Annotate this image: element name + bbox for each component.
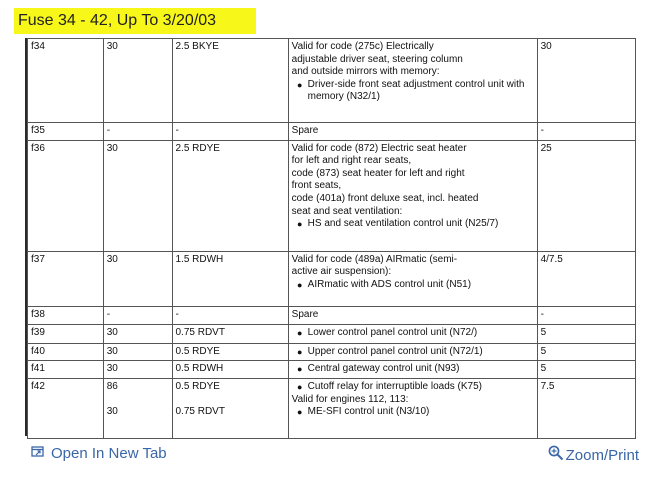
bullet-text: ME-SFI control unit (N3/10) [307, 406, 430, 418]
wire-cell [172, 251, 288, 306]
fuse-number-cell: f37 [28, 251, 104, 306]
description-cell [288, 140, 537, 251]
cell-line: 2.5 RDYE [175, 142, 220, 154]
description-cell [288, 123, 537, 141]
cell-line [107, 394, 169, 407]
cell-line: for left and right rear seats, [291, 155, 412, 167]
cell-line: adjustable driver seat, steering column [291, 53, 463, 65]
bullet-item [292, 406, 534, 419]
cell-line: Valid for code (489a) AIRmatic (semi- [291, 253, 458, 265]
cell-line: code (401a) front deluxe seat, incl. heated [291, 192, 479, 204]
bullet-icon: ● [296, 382, 303, 393]
wire-cell [172, 39, 288, 123]
table-row [28, 343, 636, 361]
cell-line: and outside mirrors with memory: [291, 66, 440, 78]
bullet-icon: ● [296, 327, 303, 338]
description-cell [288, 251, 537, 306]
bullet-item [292, 327, 534, 340]
wire-cell [172, 324, 288, 343]
amperage-cell [103, 343, 172, 361]
fuse-value-cell: - [537, 306, 635, 324]
zoom-print-link[interactable] [548, 445, 639, 465]
table-row [28, 140, 636, 251]
wire-cell [172, 123, 288, 141]
bullet-item [292, 279, 534, 292]
amperage-cell [103, 324, 172, 343]
fuse-number-cell: f34 [28, 39, 104, 123]
cell-line: 30 [106, 253, 118, 265]
bullet-text: Driver-side front seat adjustment control unit with memory (N32/1) [307, 78, 525, 103]
amperage-cell [103, 39, 172, 123]
wire-cell [172, 343, 288, 361]
fuse-value-cell: - [537, 123, 635, 141]
amperage-cell [103, 306, 172, 324]
wire-cell [172, 140, 288, 251]
cell-line: 30 [106, 363, 118, 375]
amperage-cell [103, 123, 172, 141]
cell-line: 30 [106, 41, 118, 52]
cell-line: Valid for code (872) Electric seat heater [291, 142, 467, 154]
cell-line: 0.5 RDYE [175, 381, 220, 393]
table-row [28, 306, 636, 324]
wire-cell [172, 306, 288, 324]
cell-line: 0.75 RDVT [175, 406, 225, 418]
open-in-new-tab-label: Open In New Tab [51, 445, 167, 462]
cell-line: 1.5 RDWH [175, 253, 224, 265]
cell-line: Valid for code (275c) Electrically [291, 41, 434, 52]
bullet-icon: ● [296, 364, 303, 375]
bullet-item [292, 79, 534, 104]
cell-line: 0.75 RDVT [175, 326, 225, 338]
bullet-item [292, 381, 534, 394]
table-row [28, 324, 636, 343]
cell-line: - [106, 308, 111, 320]
cell-line: seat and seat ventilation: [291, 205, 403, 217]
cell-line: 30 [106, 345, 118, 357]
description-cell [288, 343, 537, 361]
fuse-number-cell: f39 [28, 324, 104, 343]
cell-line: - [175, 125, 179, 136]
fuse-value-cell: 25 [537, 140, 635, 251]
fuse-value-cell: 4/7.5 [537, 251, 635, 306]
fuse-table-image [25, 38, 639, 436]
bullet-text: Cutoff relay for interruptible loads (K75) [307, 381, 483, 393]
fuse-number-cell: f41 [28, 361, 104, 379]
cell-line: Spare [291, 125, 319, 136]
cell-line: 86 [106, 381, 118, 393]
wire-cell [172, 361, 288, 379]
open-in-new-tab-icon [31, 445, 45, 462]
table-row [28, 379, 636, 439]
bullet-text: Central gateway control unit (N93) [307, 363, 460, 375]
bullet-item [292, 363, 534, 376]
bullet-item [292, 218, 534, 231]
bullet-text: Lower control panel control unit (N72/) [307, 326, 478, 338]
table-row [28, 123, 636, 141]
cell-line: active air suspension): [291, 266, 392, 278]
cell-line: 0.5 RDYE [175, 345, 220, 357]
description-cell [288, 324, 537, 343]
bullet-icon: ● [296, 346, 303, 357]
amperage-cell [103, 140, 172, 251]
fuse-number-cell: f38 [28, 306, 104, 324]
bullet-icon: ● [296, 79, 303, 90]
cell-line: code (873) seat heater for left and right [291, 167, 465, 179]
bullet-text: HS and seat ventilation control unit (N25/7) [307, 218, 499, 230]
page-title: Fuse 34 - 42, Up To 3/20/03 [14, 8, 256, 34]
wire-cell [172, 379, 288, 439]
bullet-text: Upper control panel control unit (N72/1) [307, 345, 483, 357]
bullet-icon: ● [296, 407, 303, 418]
description-cell [288, 306, 537, 324]
cell-line: 2.5 BKYE [175, 41, 219, 52]
amperage-cell [103, 379, 172, 439]
description-cell [288, 39, 537, 123]
amperage-cell [103, 361, 172, 379]
description-cell [288, 379, 537, 439]
cell-line: 30 [106, 326, 118, 338]
fuse-value-cell: 5 [537, 324, 635, 343]
cell-line: 30 [106, 142, 118, 154]
cell-line [176, 394, 285, 407]
bullet-icon: ● [296, 279, 303, 290]
fuse-number-cell: f35 [28, 123, 104, 141]
cell-line: Valid for engines 112, 113: [291, 393, 409, 405]
fuse-table [27, 38, 636, 439]
amperage-cell [103, 251, 172, 306]
table-row [28, 251, 636, 306]
footer-bar [0, 440, 667, 479]
cell-line: front seats, [291, 180, 342, 192]
fuse-number-cell: f36 [28, 140, 104, 251]
bullet-text: AIRmatic with ADS control unit (N51) [307, 278, 472, 290]
cell-line: 30 [106, 406, 118, 418]
bullet-item [292, 346, 534, 359]
cell-line: - [106, 125, 111, 136]
open-in-new-tab-link[interactable] [31, 445, 167, 462]
cell-line: 0.5 RDWH [175, 363, 224, 375]
fuse-value-cell: 30 [537, 39, 635, 123]
fuse-number-cell: f40 [28, 343, 104, 361]
fuse-value-cell: 5 [537, 361, 635, 379]
cell-line: - [175, 308, 179, 320]
bullet-icon: ● [296, 219, 303, 230]
zoom-print-label: Zoom/Print [565, 446, 639, 464]
zoom-magnifier-icon [548, 445, 564, 465]
description-cell [288, 361, 537, 379]
table-row [28, 361, 636, 379]
fuse-value-cell: 7.5 [537, 379, 635, 439]
fuse-value-cell: 5 [537, 343, 635, 361]
table-row [28, 39, 636, 123]
fuse-number-cell: f42 [28, 379, 104, 439]
cell-line: Spare [291, 308, 319, 320]
